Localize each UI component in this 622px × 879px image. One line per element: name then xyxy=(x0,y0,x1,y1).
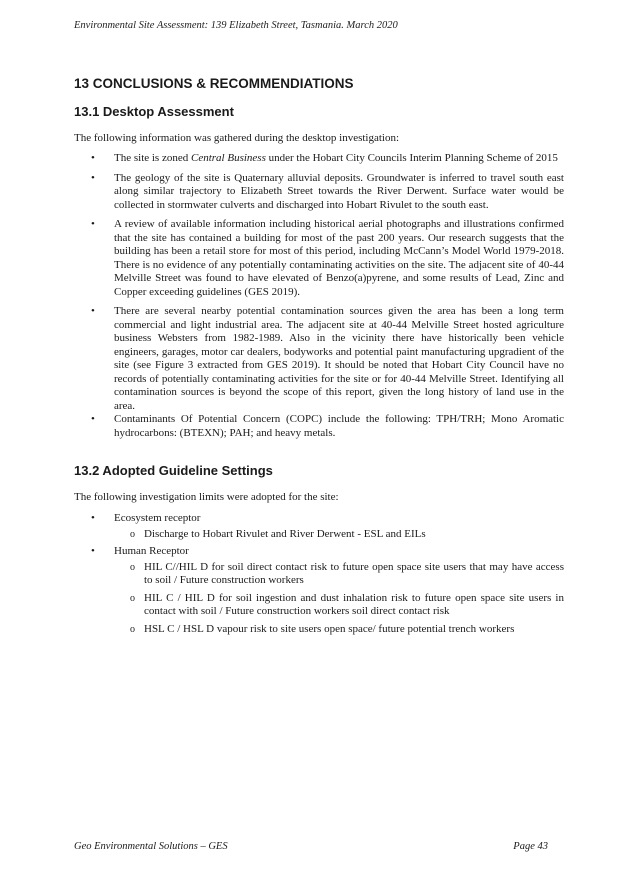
list-item xyxy=(74,592,564,619)
bullet-text: The geology of the site is Quaternary alluvial deposits. Groundwater is inferred to travel south east along similar trajectory to Elizabeth Street towards the River Derwent. Surface water would be collected in stormwater culverts and discharged into Hobart Rivulet to the south east. xyxy=(114,171,564,211)
list-item xyxy=(74,152,564,166)
bullet-icon: • xyxy=(91,171,95,184)
list-item xyxy=(74,561,564,588)
subsection-title-desktop: 13.1 Desktop Assessment xyxy=(74,104,234,119)
footer-company: Geo Environmental Solutions – GES xyxy=(74,841,228,852)
bullet-text: There are several nearby potential contamination sources given the area has been a long term commercial and light industrial area. The adjacent site at 40-44 Melville Street hosted agriculture business Websters from 1982-1989. Also in the vicinity there have historically been vehicle engineers, garages, motor car dealers, bodyworks and potential paint manufacturing upgradient of the site (see Figure 3 extracted from GES 2019). It should be noted that Hobart City Council have no records of potentially contaminating activities for the site or for 40-44 Melville Street. Identifying all contamination sources is beyond the scope of this report, given the long history of land use in the area. xyxy=(114,305,564,412)
sub-bullet-text: Discharge to Hobart Rivulet and River Derwent - ESL and EILs xyxy=(144,527,426,540)
bullet-icon: • xyxy=(91,305,95,317)
sub-bullet-text: HIL C / HIL D for soil ingestion and dust inhalation risk to future open space site users in contact with soil / Future construction workers soil direct contact risk xyxy=(144,591,564,617)
bullet-icon: • xyxy=(91,512,95,524)
list-item xyxy=(74,218,564,299)
bullet-icon: • xyxy=(91,413,95,425)
circle-bullet-icon: o xyxy=(130,528,135,540)
bullet-text: Human Receptor xyxy=(114,545,189,557)
list-item xyxy=(74,172,564,213)
circle-bullet-icon: o xyxy=(130,561,135,573)
guideline-bullet-list xyxy=(74,512,564,636)
bullet-icon: • xyxy=(91,218,95,230)
subsection-title-guideline: 13.2 Adopted Guideline Settings xyxy=(74,463,273,478)
page-number: Page 43 xyxy=(513,841,548,852)
human-sub-list xyxy=(74,561,564,637)
bullet-text: Contaminants Of Potential Concern (COPC) include the following: TPH/TRH; Mono Aromatic hydrocarbons: (BTEXN); PAH; and heavy metals. xyxy=(114,413,564,439)
circle-bullet-icon: o xyxy=(130,623,135,635)
eco-sub-list xyxy=(74,528,564,542)
list-item xyxy=(74,545,564,636)
zone-name: Central Business xyxy=(190,152,266,164)
section-title: 13 CONCLUSIONS & RECOMMENDIATIONS xyxy=(74,76,354,91)
sub-bullet-text: HIL C//HIL D for soil direct contact risk to future open space site users that may have access to soil / Future construction workers xyxy=(144,560,564,586)
list-item xyxy=(74,305,564,413)
sub-bullet-text: HSL C / HSL D vapour risk to site users open space/ future potential trench workers xyxy=(144,622,515,635)
list-item xyxy=(74,623,564,637)
desktop-bullet-list xyxy=(74,152,564,440)
bullet-icon: • xyxy=(91,545,95,557)
list-item xyxy=(74,528,564,542)
guideline-intro: The following investigation limits were adopted for the site: xyxy=(74,491,339,503)
bullet-text: Ecosystem receptor xyxy=(114,512,201,524)
list-item xyxy=(74,512,564,541)
list-item xyxy=(74,413,564,440)
bullet-text: A review of available information including historical aerial photographs and illustrations confirmed that the site has contained a building for most of the past 200 years. Our research suggests that the building has been a retail store for most of this period, including McCann’s Model World 1979-2018. There is no evidence of any potentially contaminating activities on the site. The adjacent site of 40-44 Melville Street was found to have elevated of Benzo(a)pyrene, and some results of Lead, Zinc and Copper exceeding guidelines (GES 2019). xyxy=(114,218,564,298)
circle-bullet-icon: o xyxy=(130,592,135,604)
bullet-text: The site is zoned xyxy=(114,152,191,164)
bullet-icon: • xyxy=(91,152,95,164)
page-header: Environmental Site Assessment: 139 Elizabeth Street, Tasmania. March 2020 xyxy=(74,20,398,31)
bullet-text: under the Hobart City Councils Interim Planning Scheme of 2015 xyxy=(265,152,558,164)
desktop-intro: The following information was gathered during the desktop investigation: xyxy=(74,132,400,144)
